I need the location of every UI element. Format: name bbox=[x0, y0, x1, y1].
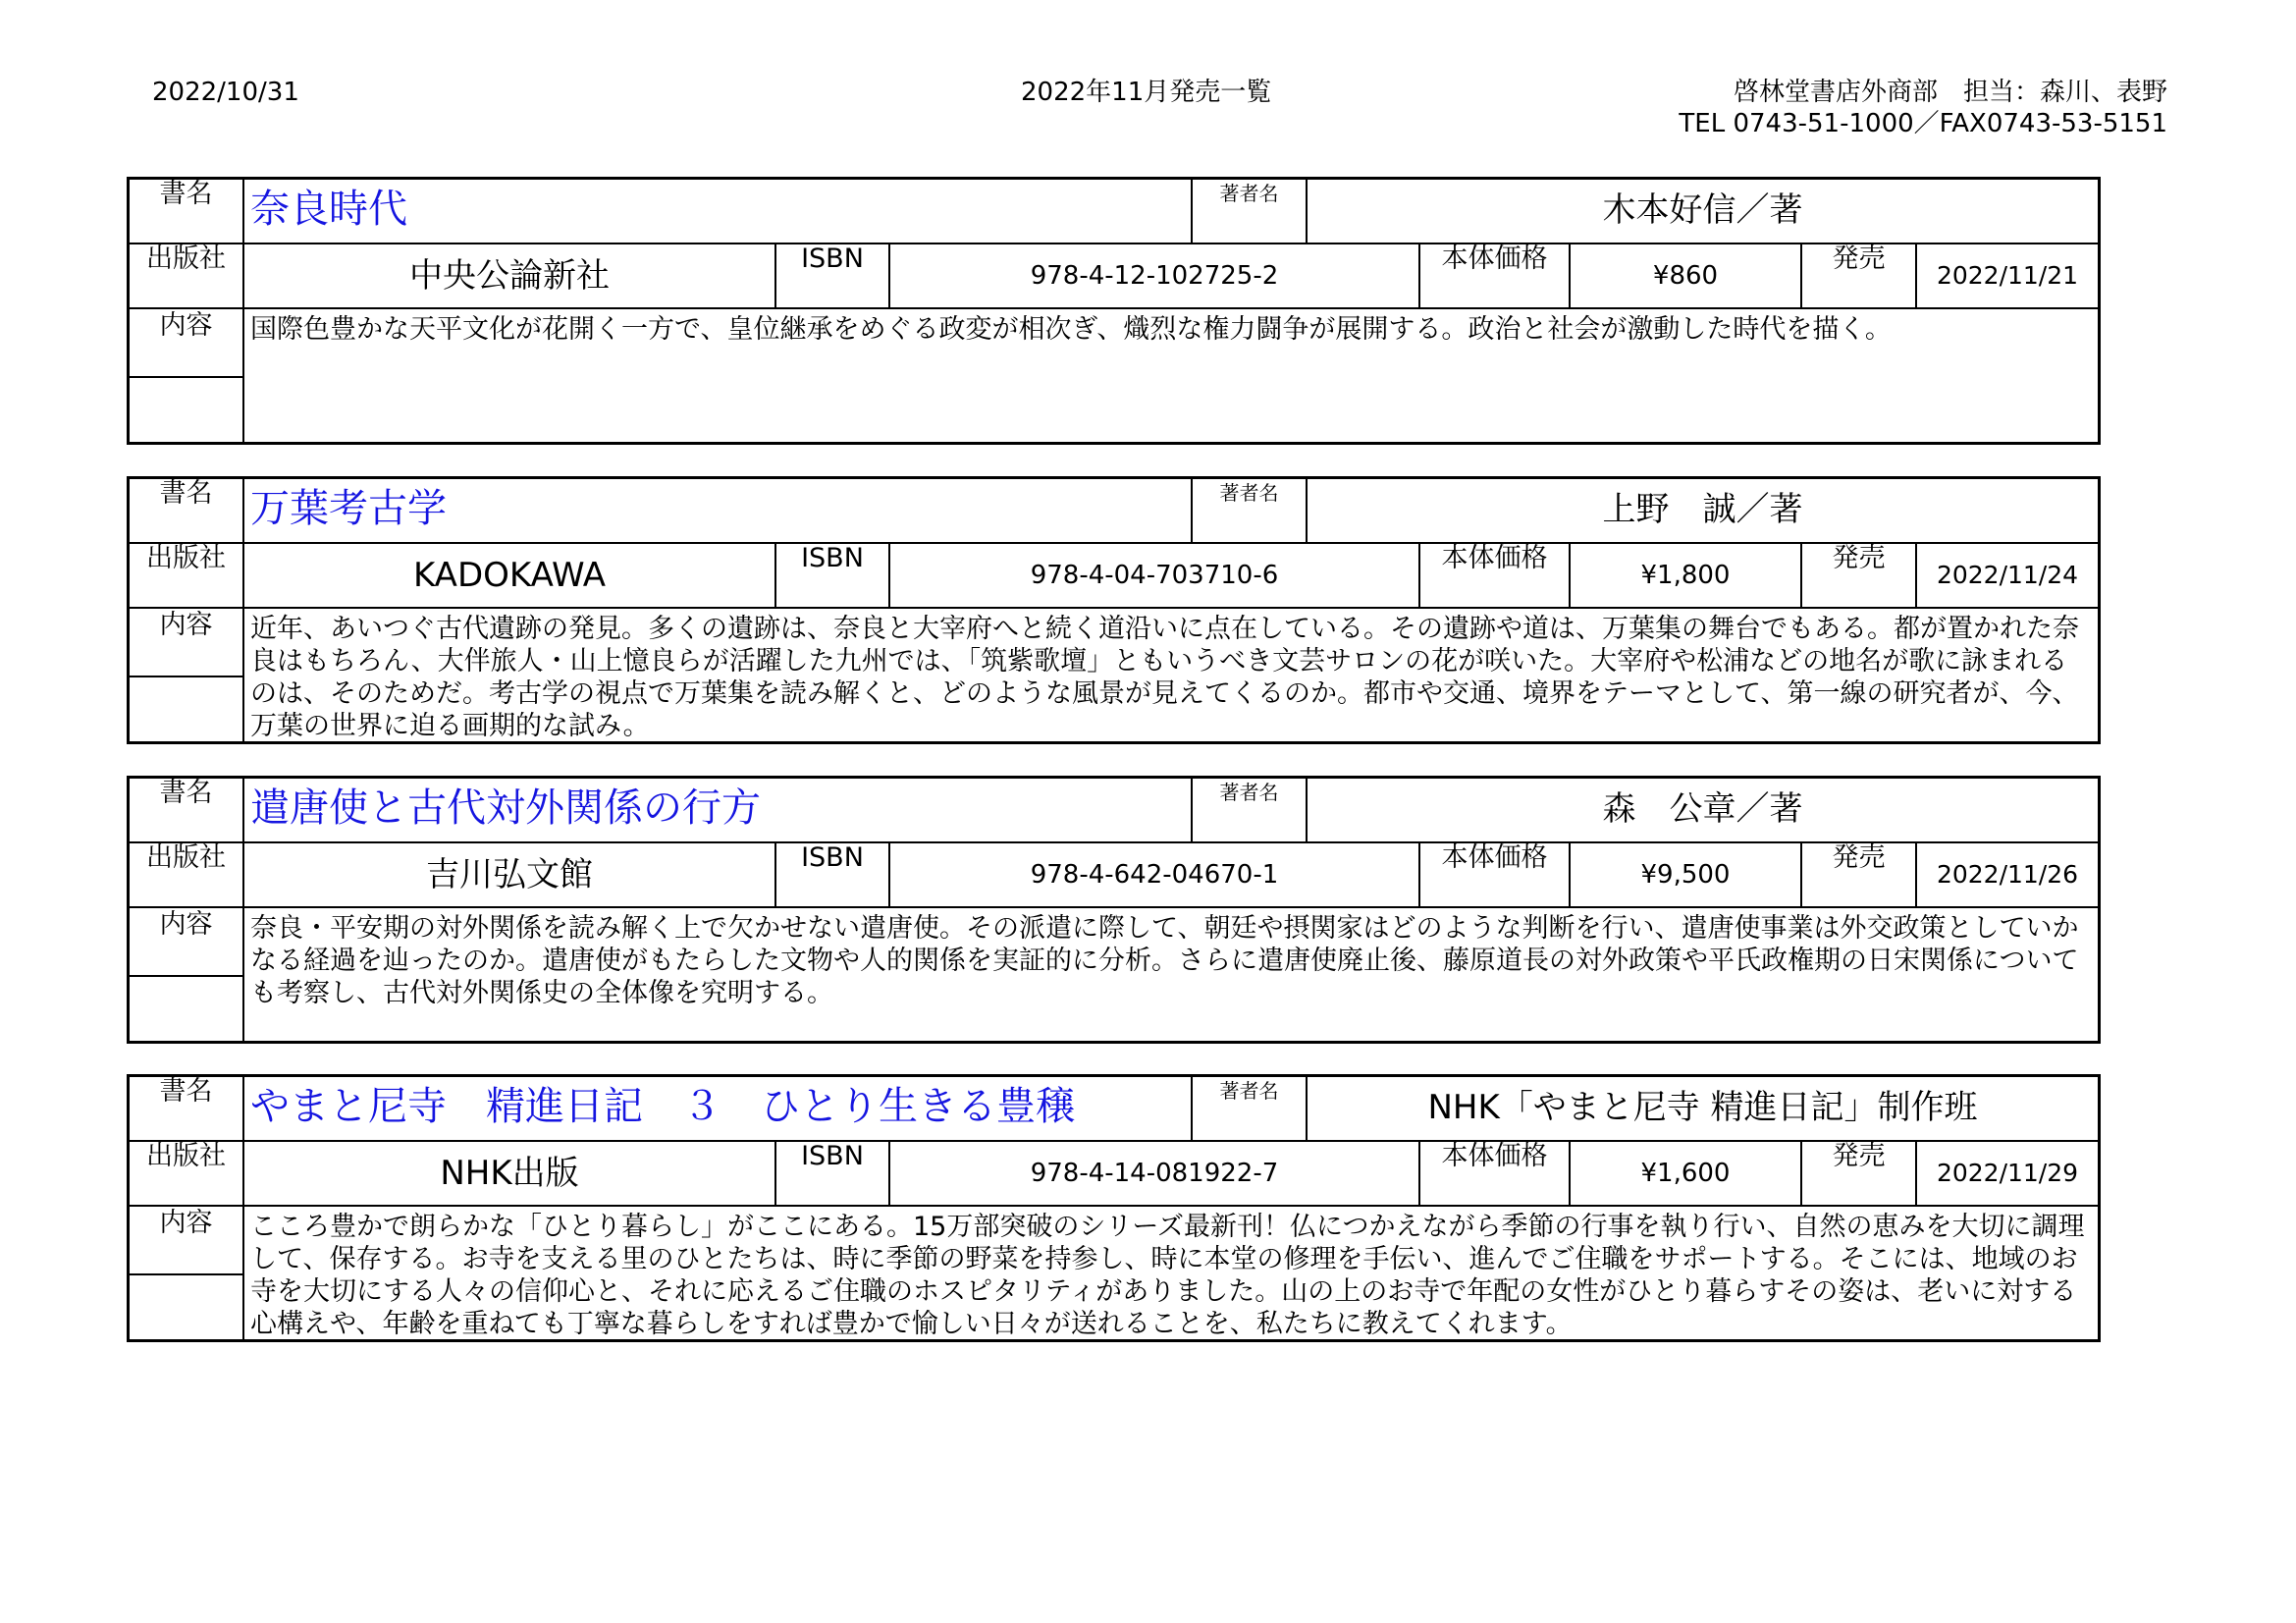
price-label: 本体価格 bbox=[1441, 1142, 1548, 1171]
book-price: ¥9,500 bbox=[1640, 860, 1731, 890]
title-label: 書名 bbox=[159, 1077, 213, 1107]
price-label: 本体価格 bbox=[1441, 544, 1548, 573]
book-card bbox=[127, 476, 2101, 744]
book-publisher: 吉川弘文館 bbox=[426, 855, 593, 894]
content-label: 内容 bbox=[159, 611, 213, 640]
book-title: 遣唐使と古代対外関係の行方 bbox=[250, 785, 761, 831]
publisher-label: 出版社 bbox=[146, 1142, 226, 1171]
book-card bbox=[127, 776, 2101, 1044]
content-label: 内容 bbox=[159, 1209, 213, 1238]
book-price: ¥1,800 bbox=[1640, 561, 1731, 590]
book-card bbox=[127, 1074, 2101, 1342]
book-author: NHK「やまと尼寺 精進日記」制作班 bbox=[1427, 1088, 1978, 1127]
isbn-label: ISBN bbox=[801, 1142, 864, 1171]
publisher-label: 出版社 bbox=[146, 843, 226, 873]
book-author: 上野 誠／著 bbox=[1602, 490, 1803, 529]
price-label: 本体価格 bbox=[1441, 244, 1548, 274]
author-label: 著者名 bbox=[1219, 481, 1279, 505]
release-label: 発売 bbox=[1832, 244, 1886, 274]
book-isbn: 978-4-642-04670-1 bbox=[1030, 860, 1279, 890]
price-label: 本体価格 bbox=[1441, 843, 1548, 873]
author-label: 著者名 bbox=[1219, 182, 1279, 205]
release-label: 発売 bbox=[1832, 1142, 1886, 1171]
release-date: 2022/11/26 bbox=[1936, 860, 2079, 889]
book-isbn: 978-4-04-703710-6 bbox=[1030, 561, 1279, 590]
page-title: 2022年11月発売一覧 bbox=[1021, 78, 1272, 107]
release-date: 2022/11/21 bbox=[1936, 261, 2079, 290]
author-label: 著者名 bbox=[1219, 1079, 1279, 1103]
title-label: 書名 bbox=[159, 479, 213, 509]
isbn-label: ISBN bbox=[801, 843, 864, 873]
book-price: ¥1,600 bbox=[1640, 1159, 1731, 1188]
book-title: やまと尼寺 精進日記 ３ ひとり生きる豊穣 bbox=[250, 1084, 1075, 1129]
book-isbn: 978-4-12-102725-2 bbox=[1030, 261, 1279, 291]
book-content: 国際色豊かな天平文化が花開く一方で、皇位継承をめぐる政変が相次ぎ、熾烈な権力闘争が展開する。政治と社会が激動した時代を描く。 bbox=[250, 314, 1892, 345]
book-title: 万葉考古学 bbox=[250, 486, 447, 531]
book-price: ¥860 bbox=[1652, 261, 1719, 291]
book-publisher: NHK出版 bbox=[440, 1154, 579, 1193]
company-contact: TEL 0743-51-1000／FAX0743-53-5151 bbox=[1679, 109, 2167, 138]
title-label: 書名 bbox=[159, 779, 213, 808]
book-publisher: 中央公論新社 bbox=[409, 256, 610, 296]
book-isbn: 978-4-14-081922-7 bbox=[1030, 1159, 1279, 1188]
content-label: 内容 bbox=[159, 910, 213, 940]
release-date: 2022/11/29 bbox=[1936, 1159, 2079, 1187]
publisher-label: 出版社 bbox=[146, 244, 226, 274]
publisher-label: 出版社 bbox=[146, 544, 226, 573]
company-name: 啓林堂書店外商部 担当：森川、表野 bbox=[1733, 78, 2167, 107]
book-content: 奈良・平安期の対外関係を読み解く上で欠かせない遣唐使。その派遣に際して、朝廷や摂関家はどのような判断を行い、遣唐使事業は外交政策としていかなる経過を辿ったのか。遣唐使がもたらした文物や人的関係を実証的に分析。さらに遣唐使廃止後、藤原道長の対外政策や平氏政権期の日宋関係についても考察し、古代対外関係史の全体像を究明する。 bbox=[250, 913, 2079, 1008]
release-label: 発売 bbox=[1832, 843, 1886, 873]
list-date: 2022/10/31 bbox=[152, 78, 299, 107]
title-label: 書名 bbox=[159, 180, 213, 209]
book-card bbox=[127, 177, 2101, 445]
isbn-label: ISBN bbox=[801, 544, 864, 573]
book-content: こころ豊かで朗らかな「ひとり暮らし」がここにある。15万部突破のシリーズ最新刊！仏につかえながら季節の行事を執り行い、自然の恵みを大切に調理して、保存する。お寺を支える里のひとたちは、時に季節の野菜を持参し、時に本堂の修理を手伝い、進んでご住職をサポートする。そこには、地域のお寺を大切にする人々の信仰心と、それに応えるご住職のホスピタリティがありました。山の上のお寺で年配の女性がひとり暮らすその姿は、老いに対する心構えや、年齢を重ねても丁寧な暮らしをすれば豊かで愉しい日々が送れることを、私たちに教えてくれます。 bbox=[250, 1212, 2085, 1339]
book-publisher: KADOKAWA bbox=[412, 556, 606, 595]
isbn-label: ISBN bbox=[801, 244, 864, 274]
book-author: 木本好信／著 bbox=[1602, 190, 1803, 230]
book-author: 森 公章／著 bbox=[1602, 789, 1803, 829]
release-label: 発売 bbox=[1832, 544, 1886, 573]
author-label: 著者名 bbox=[1219, 781, 1279, 804]
book-content: 近年、あいつぐ古代遺跡の発見。多くの遺跡は、奈良と大宰府へと続く道沿いに点在している。その遺跡や道は、万葉集の舞台でもある。都が置かれた奈良はもちろん、大伴旅人・山上憶良らが活躍した九州では、「筑紫歌壇」ともいうべき文芸サロンの花が咲いた。大宰府や松浦などの地名が歌に詠まれるのは、そのためだ。考古学の視点で万葉集を読み解くと、どのような風景が見えてくるのか。都市や交通、境界をテーマとして、第一線の研究者が、今、万葉の世界に迫る画期的な試み。 bbox=[250, 614, 2079, 741]
company-info bbox=[1679, 77, 2167, 139]
content-label: 内容 bbox=[159, 311, 213, 341]
book-title: 奈良時代 bbox=[250, 187, 407, 232]
release-date: 2022/11/24 bbox=[1936, 561, 2079, 589]
